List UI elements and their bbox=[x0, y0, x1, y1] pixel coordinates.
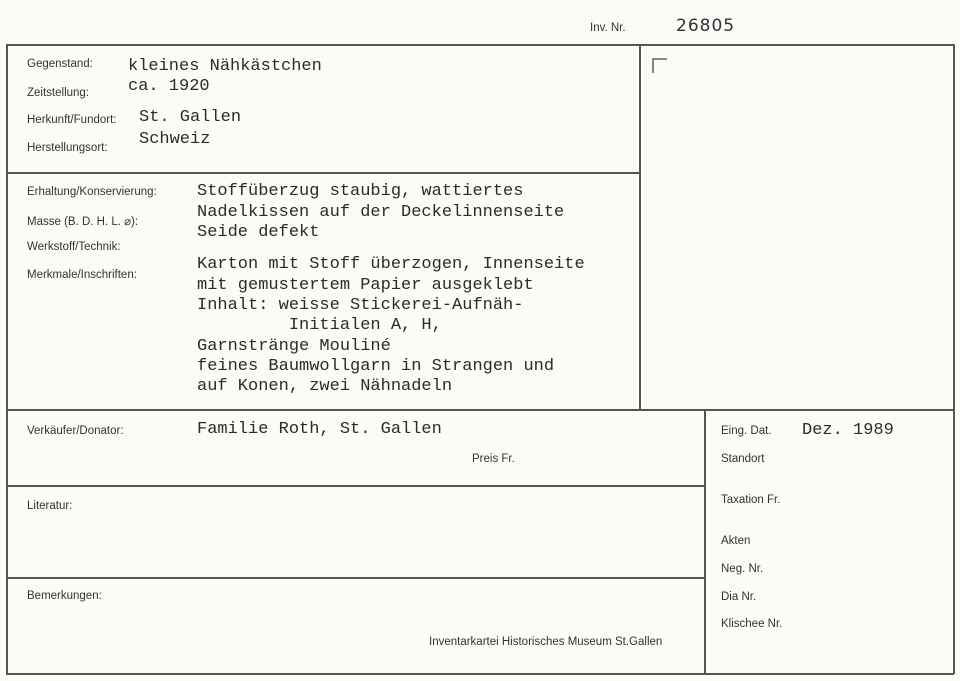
material-line: mit gemustertem Papier ausgeklebt bbox=[197, 276, 534, 295]
right-border bbox=[953, 44, 955, 674]
herstellungsort-value: Schweiz bbox=[139, 130, 211, 149]
bottom-border bbox=[6, 673, 954, 675]
divider-vertical-upper bbox=[639, 44, 641, 410]
material-line: Karton mit Stoff überzogen, Innenseite bbox=[197, 255, 585, 274]
bemerkungen-label: Bemerkungen: bbox=[27, 590, 102, 602]
eing-dat-value: Dez. 1989 bbox=[802, 421, 894, 440]
preis-label: Preis Fr. bbox=[472, 453, 515, 465]
condition-line: Nadelkissen auf der Deckelinnenseite bbox=[197, 203, 565, 222]
inv-nr-label: Inv. Nr. bbox=[590, 22, 626, 34]
top-border bbox=[6, 44, 954, 46]
taxation-label: Taxation Fr. bbox=[721, 494, 781, 506]
divider-seller bbox=[6, 485, 705, 487]
werkstoff-label: Werkstoff/Technik: bbox=[27, 241, 121, 253]
herkunft-value: St. Gallen bbox=[139, 108, 242, 127]
neg-nr-label: Neg. Nr. bbox=[721, 563, 764, 575]
condition-line: Seide defekt bbox=[197, 223, 320, 242]
verkaeufer-label: Verkäufer/Donator: bbox=[27, 425, 124, 437]
divider-object bbox=[6, 172, 640, 174]
verkaeufer-value: Familie Roth, St. Gallen bbox=[197, 420, 442, 439]
material-line: auf Konen, zwei Nähnadeln bbox=[197, 377, 453, 396]
gegenstand-value: kleines Nähkästchen bbox=[128, 57, 322, 76]
masse-label: Masse (B. D. H. L. ⌀): bbox=[27, 216, 139, 228]
footer-text: Inventarkartei Historisches Museum St.Gallen bbox=[429, 636, 663, 648]
herstellungsort-label: Herstellungsort: bbox=[27, 142, 108, 154]
divider-condition bbox=[6, 409, 954, 411]
akten-label: Akten bbox=[721, 535, 751, 547]
zeitstellung-value: ca. 1920 bbox=[128, 77, 210, 96]
inv-nr-value: 26805 bbox=[676, 16, 736, 36]
material-line: feines Baumwollgarn in Strangen und bbox=[197, 357, 555, 376]
zeitstellung-label: Zeitstellung: bbox=[27, 87, 90, 99]
literatur-label: Literatur: bbox=[27, 500, 73, 512]
erhaltung-label: Erhaltung/Konservierung: bbox=[27, 186, 157, 198]
herkunft-label: Herkunft/Fundort: bbox=[27, 114, 117, 126]
klischee-label: Klischee Nr. bbox=[721, 618, 783, 630]
eing-dat-label: Eing. Dat. bbox=[721, 425, 772, 437]
material-line: Initialen A, H, bbox=[197, 316, 442, 335]
material-line: Garnstränge Mouliné bbox=[197, 337, 391, 356]
material-line: Inhalt: weisse Stickerei-Aufnäh- bbox=[197, 296, 524, 315]
left-border bbox=[6, 44, 8, 674]
divider-literatur bbox=[6, 577, 705, 579]
divider-vertical-lower bbox=[704, 409, 706, 674]
condition-line: Stoffüberzug staubig, wattiertes bbox=[197, 182, 524, 201]
merkmale-label: Merkmale/Inschriften: bbox=[27, 269, 137, 281]
corner-mark-icon bbox=[652, 58, 668, 74]
gegenstand-label: Gegenstand: bbox=[27, 58, 93, 70]
standort-label: Standort bbox=[721, 453, 765, 465]
dia-nr-label: Dia Nr. bbox=[721, 591, 757, 603]
